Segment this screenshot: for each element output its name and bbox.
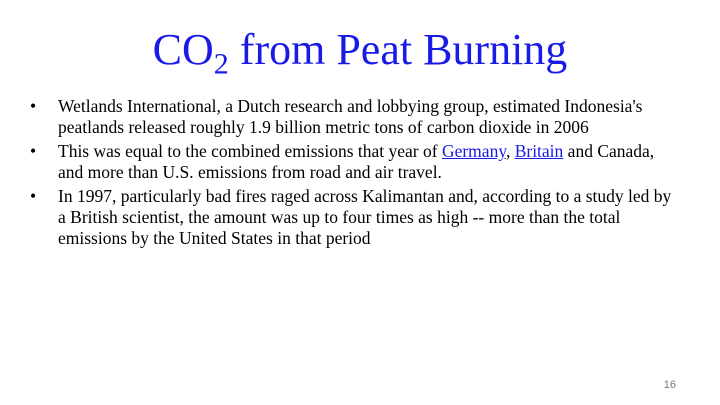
page-number: 16 [663, 379, 676, 391]
title-subscript: 2 [213, 47, 229, 81]
bullet-text: Wetlands International, a Dutch research and lobbying group, estimated Indonesia's peatlands released roughly 1.9 billion metric tons of carbon dioxide in 2006 [58, 96, 643, 137]
bullet-text-before: This was equal to the combined emissions that year of [58, 141, 442, 161]
bullet-item-2 [28, 141, 678, 183]
bullet-list [28, 96, 678, 252]
bullet-text-after: and Canada, and more than U.S. emissions from road and air travel. [58, 141, 655, 182]
bullet-text: In 1997, particularly bad fires raged across Kalimantan and, according to a study led by a British scientist, the amount was up to four times as high -- more than the total emissions by the United States in that period [58, 186, 672, 248]
slide-title [0, 25, 720, 81]
title-rest: from Peat Burning [228, 25, 568, 74]
bullet-marker: • [30, 141, 37, 161]
bullet-item-1 [28, 96, 678, 138]
bullet-marker: • [30, 186, 37, 206]
bullet-marker: • [30, 96, 37, 116]
bullet-text-between: , [505, 141, 515, 161]
link-britain[interactable]: Britain [514, 141, 564, 161]
bullet-item-3 [28, 186, 678, 249]
link-germany[interactable]: Germany [441, 141, 506, 161]
title-co: CO [152, 25, 214, 74]
